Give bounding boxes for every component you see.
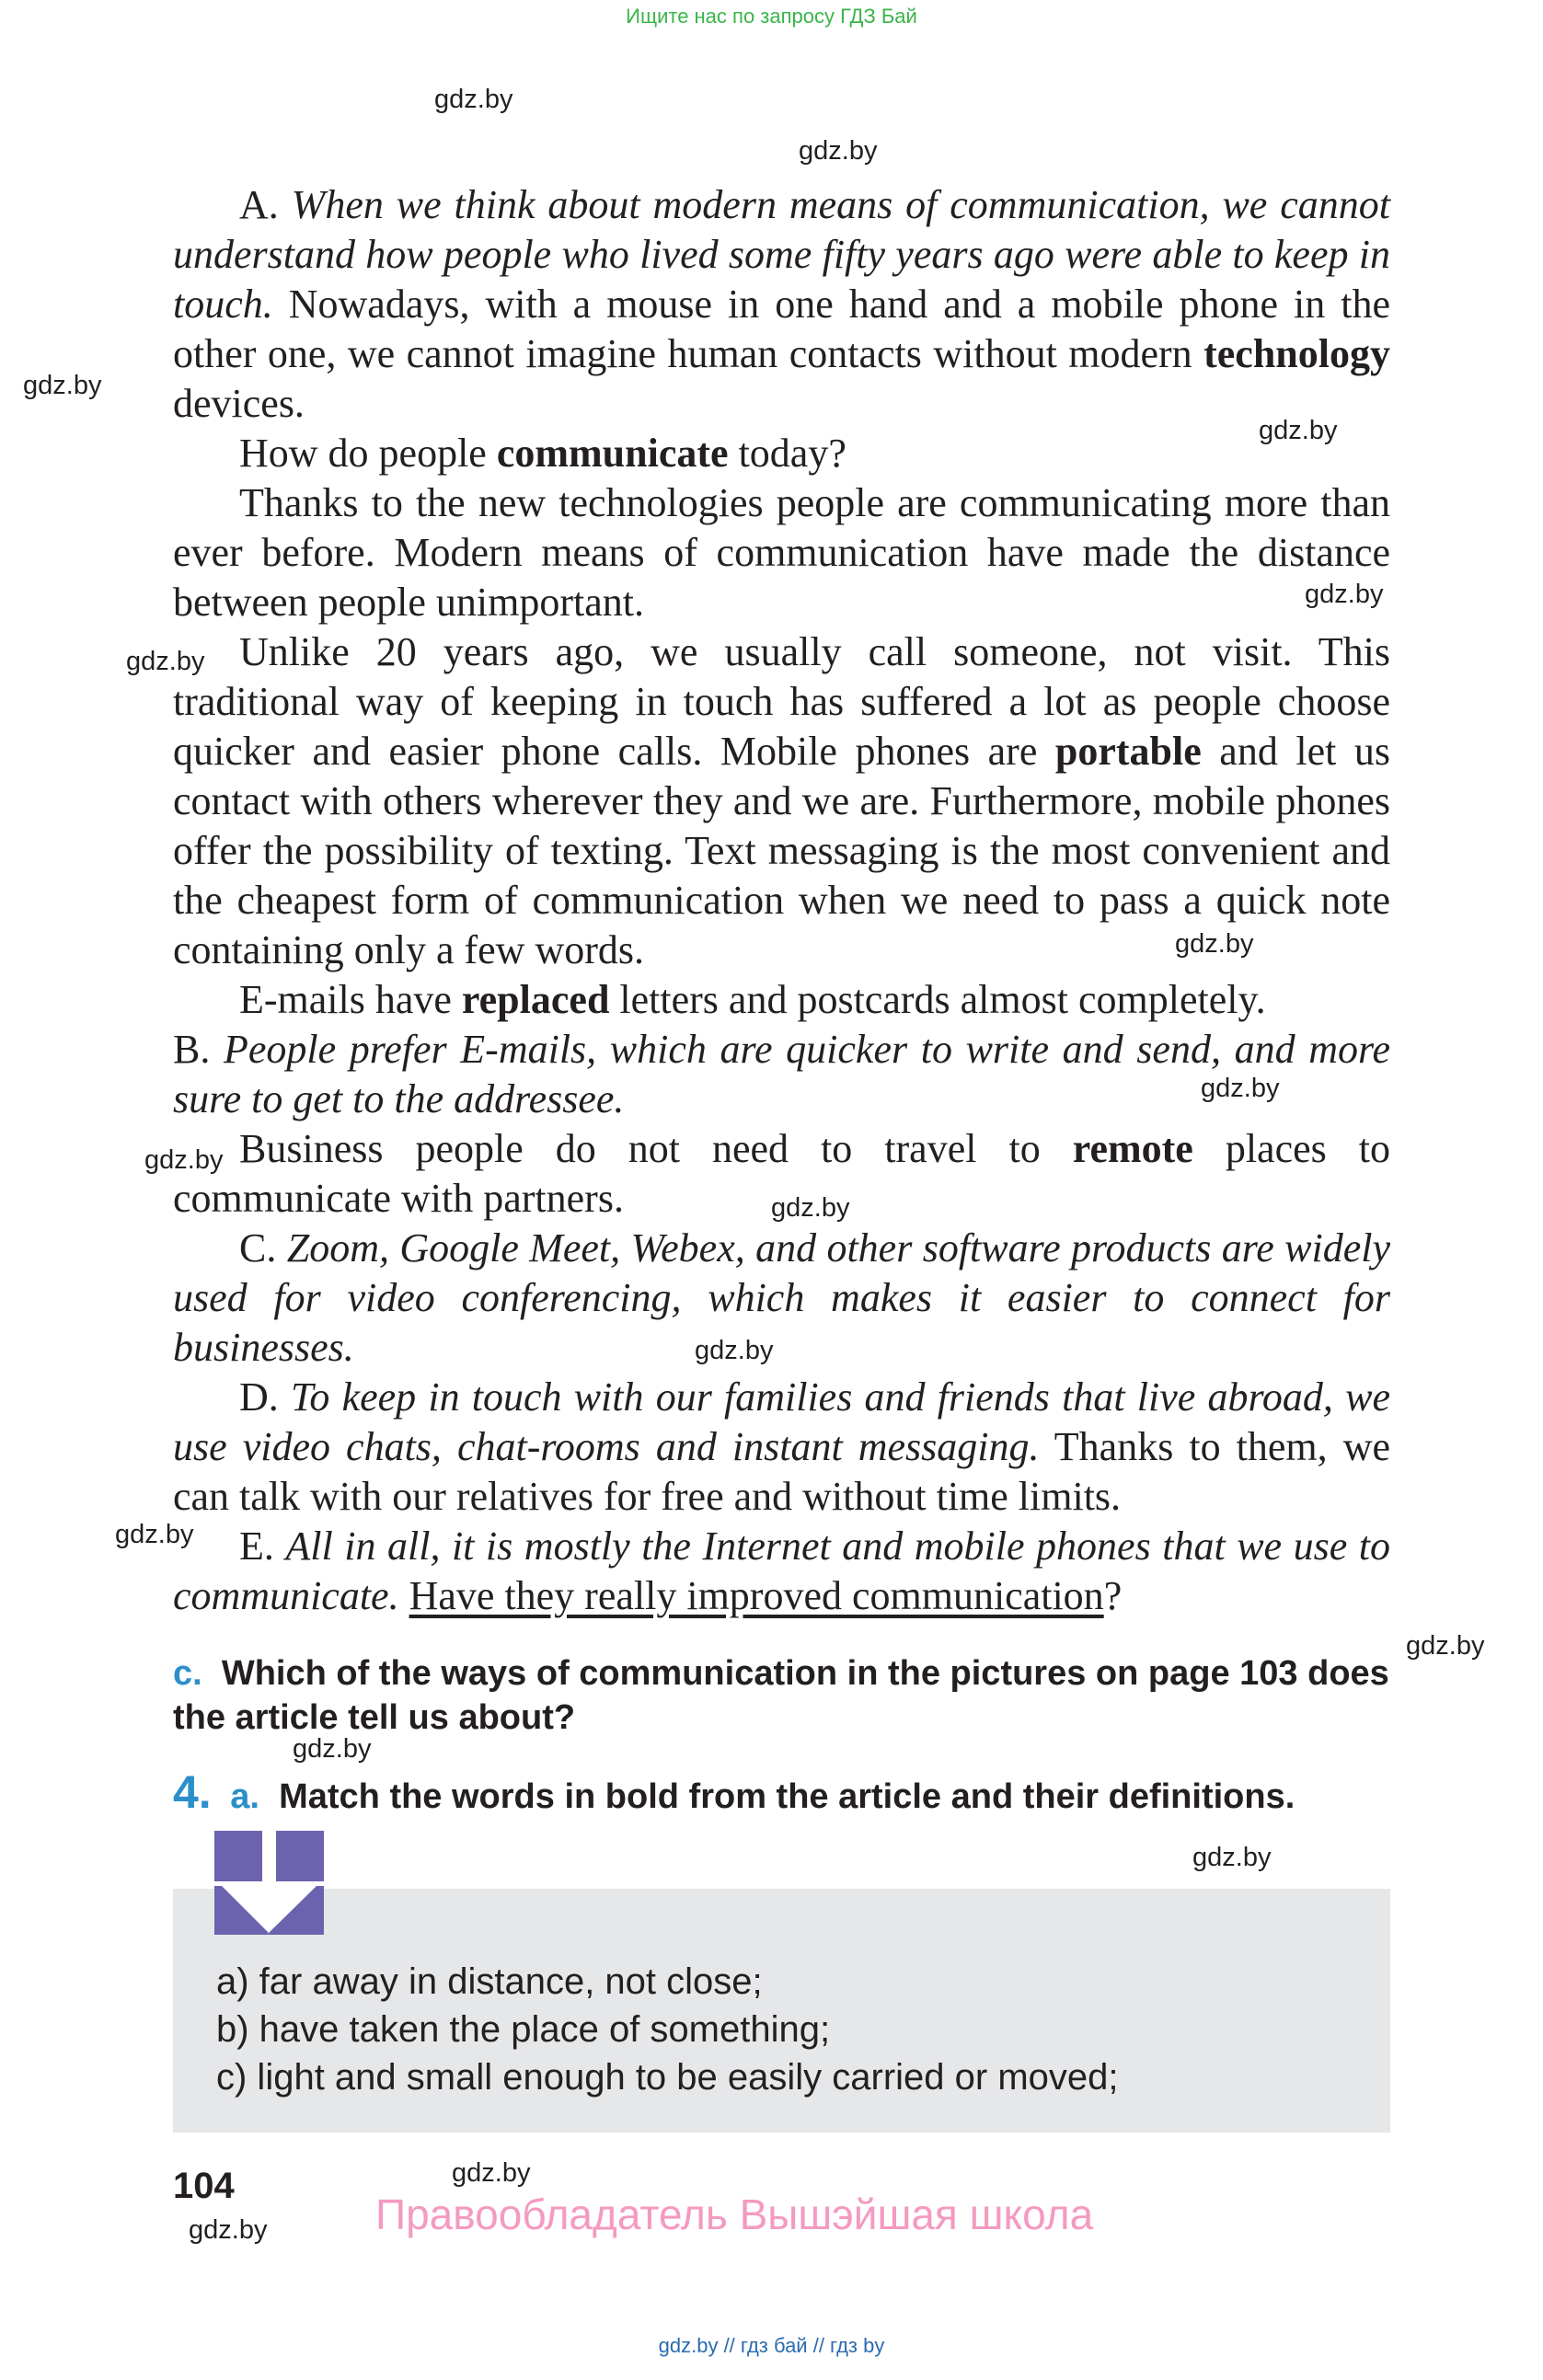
watermark: gdz.by [126, 647, 205, 676]
paragraph: How do people communicate today? [239, 431, 846, 476]
watermark: gdz.by [799, 136, 878, 166]
article-text [173, 180, 1390, 1621]
task-number: 4. [173, 1766, 212, 1818]
definition-item: a) far away in distance, not close; [216, 1961, 763, 2002]
task-c-text: Which of the ways of communication in the pictures on page 103 does the article tell us about? [173, 1654, 1389, 1737]
paragraph-c: C. Zoom, Google Meet, Webex, and other software products are widely used for video conferencing, which makes it easier to connect for businesses. [173, 1225, 1390, 1370]
paragraph-e: E. All in all, it is mostly the Internet and mobile phones that we use to communicate. Have they really improved communication? [173, 1523, 1390, 1618]
footer-links[interactable]: gdz.by // гдз бай // гдз by [658, 2334, 885, 2357]
copyright-notice: Правообладатель Вышэйшая школа [375, 2190, 1094, 2238]
paragraph: Business people do not need to travel to remote places to communicate with partners. [173, 1126, 1390, 1221]
arrow-down-icon [214, 1831, 324, 1935]
watermark: gdz.by [1175, 929, 1254, 959]
definition-item: b) have taken the place of something; [216, 2009, 831, 2050]
task-letter: a. [230, 1777, 259, 1816]
watermark: gdz.by [1259, 416, 1338, 445]
watermark: gdz.by [115, 1520, 194, 1549]
paragraph-d: D. To keep in touch with our families and friends that live abroad, we use video chats, chat-rooms and instant messaging. Thanks to them, we can talk with our relatives for free and without time limits. [173, 1374, 1390, 1519]
watermark: gdz.by [695, 1336, 774, 1365]
paragraph: Unlike 20 years ago, we usually call someone, not visit. This traditional way of keeping in touch has suffered a lot as people choose quicker and easier phone calls. Mobile phones are portable and let us contact with others wherever they and we are. Furthermore, mobile phones offer the possibility of texting. Text messaging is the most convenient and the cheapest form of communication when we need to pass a quick note containing only a few words. [173, 629, 1390, 972]
paragraph: E-mails have replaced letters and postcards almost completely. [239, 977, 1266, 1022]
watermark: gdz.by [1192, 1843, 1272, 1872]
paragraph-a: A. When we think about modern means of communication, we cannot understand how people who lived some fifty years ago were able to keep in touch. Nowadays, with a mouse in one hand and a mobile phone in the other one, we cannot imagine human contacts without modern technology devices. [173, 182, 1390, 426]
task-c-letter: c. [173, 1654, 202, 1693]
watermark: gdz.by [1201, 1074, 1280, 1103]
watermark: gdz.by [23, 371, 102, 400]
watermark: gdz.by [434, 85, 513, 114]
task-c [173, 1651, 1390, 1740]
watermark: gdz.by [293, 1734, 372, 1764]
paragraph: Thanks to the new technologies people are communicating more than ever before. Modern means of communication have made the distance between people unimportant. [173, 480, 1390, 625]
top-banner: Ищите нас по запросу ГДЗ Бай [626, 5, 917, 28]
paragraph-b: B. People prefer E-mails, which are quicker to write and send, and more sure to get to the addressee. [173, 1027, 1390, 1121]
watermark: gdz.by [771, 1193, 850, 1223]
watermark: gdz.by [1305, 580, 1384, 609]
watermark: gdz.by [144, 1145, 224, 1175]
watermark: gdz.by [1406, 1631, 1485, 1661]
task-4a [173, 1768, 1390, 1821]
page-number: 104 [173, 2166, 235, 2206]
watermark: gdz.by [189, 2215, 268, 2245]
definition-item: c) light and small enough to be easily carried or moved; [216, 2057, 1119, 2098]
definitions-list [216, 1958, 1119, 2101]
watermark: gdz.by [452, 2158, 531, 2188]
task-4a-text: Match the words in bold from the article and their definitions. [279, 1777, 1295, 1816]
